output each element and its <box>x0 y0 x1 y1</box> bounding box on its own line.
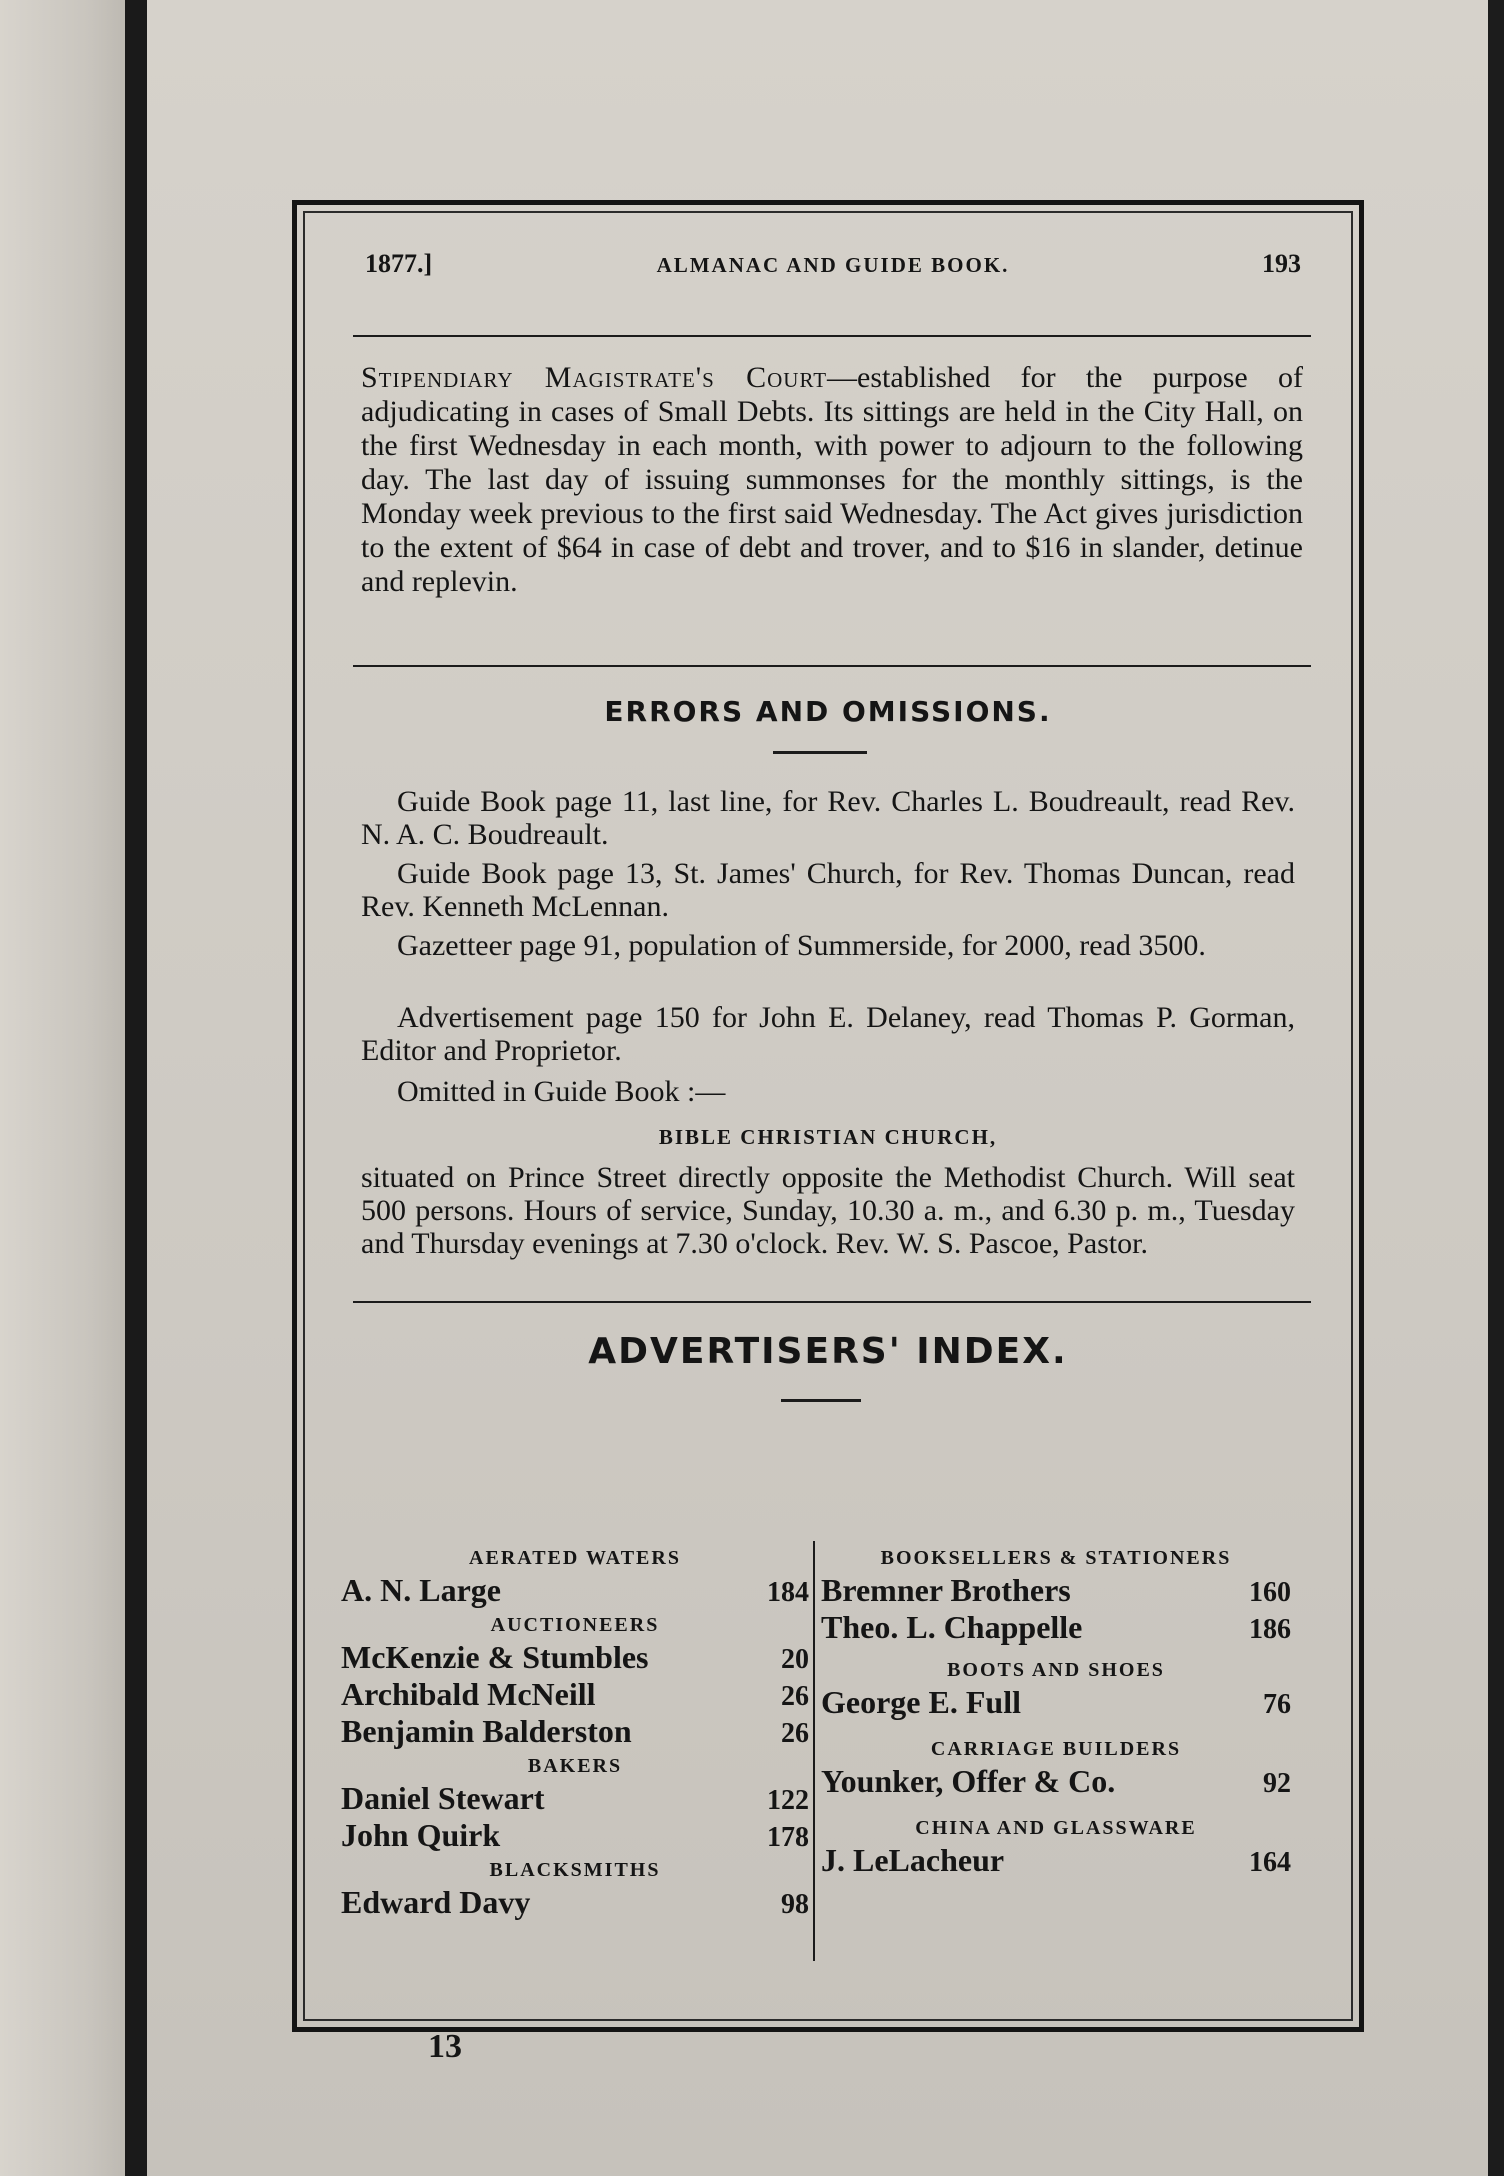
page-border <box>292 200 1364 2032</box>
index-category: CHINA AND GLASSWARE <box>915 1817 1197 1839</box>
index-heading: ADVERTISERS' INDEX. <box>588 1331 1068 1372</box>
advertiser-name: Benjamin Balderston <box>341 1713 632 1749</box>
running-head-title: ALMANAC AND GUIDE BOOK. <box>656 253 1010 277</box>
advertiser-page: 122 <box>767 1785 809 1816</box>
advertiser-name: McKenzie & Stumbles <box>341 1639 649 1675</box>
index-category: BOOTS AND SHOES <box>947 1659 1165 1681</box>
index-category: AUCTIONEERS <box>490 1614 660 1636</box>
court-title: Stipendiary Magistrate's Court <box>361 361 828 394</box>
court-paragraph <box>361 361 1303 599</box>
church-heading: BIBLE CHRISTIAN CHURCH, <box>658 1125 998 1149</box>
index-category: BLACKSMITHS <box>489 1859 661 1881</box>
advertiser-page: 160 <box>1249 1577 1291 1608</box>
advertiser-name: Bremner Brothers <box>821 1572 1071 1608</box>
index-entry <box>341 1573 809 1610</box>
omitted-label: Omitted in Guide Book :— <box>397 1075 726 1108</box>
signature-mark: 13 <box>428 2028 462 2065</box>
erratum-item: Guide Book page 11, last line, for Rev. Charles L. Boudreault, read Rev. N. A. C. Boudreault. <box>361 785 1295 851</box>
page-number: 193 <box>1262 249 1301 278</box>
advertiser-page: 92 <box>1263 1768 1291 1799</box>
header-rule <box>353 335 1311 337</box>
index-entry <box>341 1714 809 1751</box>
erratum-item: Guide Book page 13, St. James' Church, for Rev. Thomas Duncan, read Rev. Kenneth McLennan. <box>361 857 1295 923</box>
index-column-divider <box>813 1541 815 1961</box>
index-entry <box>821 1573 1291 1610</box>
running-head <box>365 249 1301 289</box>
advertiser-page: 20 <box>781 1644 809 1675</box>
advertiser-page: 26 <box>781 1718 809 1749</box>
advertiser-page: 164 <box>1249 1847 1291 1878</box>
court-text: —established for the purpose of adjudicating in cases of Small Debts. Its sittings are held in the City Hall, on the first Wednesday in each month, with power to adjourn to the following day. The last day of issuing summonses for the monthly sittings, is the Monday week previous to the first said Wednesday. The Act gives jurisdiction to the extent of $64 in case of debt and trover, and to $16 in slander, detinue and replevin. <box>361 361 1303 598</box>
index-category: AERATED WATERS <box>469 1547 681 1569</box>
erratum-item: Advertisement page 150 for John E. Delaney, read Thomas P. Gorman, Editor and Proprietor. <box>361 1001 1295 1067</box>
index-entry <box>341 1677 809 1714</box>
index-entry <box>821 1843 1291 1880</box>
church-paragraph: situated on Prince Street directly opposite the Methodist Church. Will seat 500 persons. Hours of service, Sunday, 10.30 a. m., and 6.30 p. m., Tuesday and Thursday evenings at 7.30 o'clock. Rev. W. S. Pascoe, Pastor. <box>361 1161 1295 1260</box>
advertiser-name: A. N. Large <box>341 1572 501 1608</box>
advertiser-name: Theo. L. Chappelle <box>821 1609 1083 1645</box>
index-category: BOOKSELLERS & STATIONERS <box>880 1547 1232 1569</box>
erratum-item: Gazetteer page 91, population of Summerside, for 2000, read 3500. <box>397 929 1206 962</box>
index-entry <box>821 1610 1291 1647</box>
advertiser-name: Edward Davy <box>341 1884 531 1920</box>
index-left-column <box>341 1543 809 1922</box>
index-entry <box>821 1685 1291 1722</box>
page-content <box>303 211 1353 2021</box>
index-right-column <box>821 1543 1291 1880</box>
index-entry <box>341 1818 809 1855</box>
advertiser-name: Younker, Offer & Co. <box>821 1763 1116 1799</box>
advertiser-page: 26 <box>781 1681 809 1712</box>
running-head-year: 1877.] <box>365 249 433 278</box>
advertiser-page: 76 <box>1263 1689 1291 1720</box>
advertiser-name: George E. Full <box>821 1684 1021 1720</box>
advertiser-name: J. LeLacheur <box>821 1842 1005 1878</box>
section-rule-2 <box>353 1301 1311 1303</box>
advertiser-name: John Quirk <box>341 1817 501 1853</box>
errors-heading: ERRORS AND OMISSIONS. <box>604 695 1052 728</box>
advertiser-page: 184 <box>767 1577 809 1608</box>
advertiser-page: 178 <box>767 1822 809 1853</box>
advertiser-page: 186 <box>1249 1614 1291 1645</box>
index-category: CARRIAGE BUILDERS <box>930 1738 1182 1760</box>
index-short-rule <box>781 1399 861 1402</box>
section-rule-1 <box>353 665 1311 667</box>
advertiser-name: Daniel Stewart <box>341 1780 545 1816</box>
index-entry <box>341 1781 809 1818</box>
advertiser-page: 98 <box>781 1889 809 1920</box>
index-entry <box>821 1764 1291 1801</box>
advertiser-name: Archibald McNeill <box>341 1676 596 1712</box>
index-entry <box>341 1640 809 1677</box>
book-gutter <box>125 0 147 2176</box>
previous-page-edge <box>0 0 125 2176</box>
errors-short-rule <box>773 751 867 754</box>
index-category: BAKERS <box>527 1755 623 1777</box>
right-edge-shadow <box>1488 0 1504 2176</box>
index-entry <box>341 1885 809 1922</box>
